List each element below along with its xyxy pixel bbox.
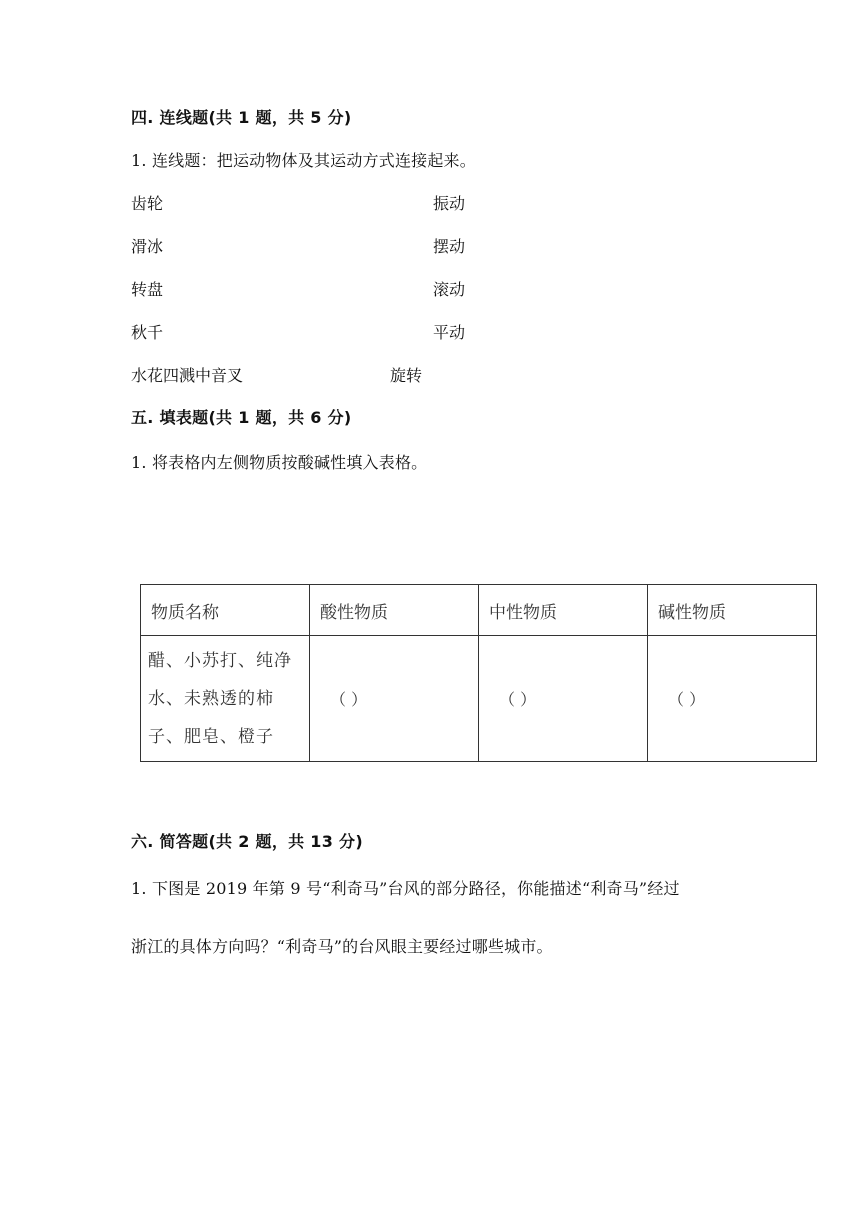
section-6-question-line2: 浙江的具体方向吗？“利奇马”的台风眼主要经过哪些城市。 (131, 937, 553, 956)
acid-base-table (140, 584, 817, 762)
match-left-item: 滑冰 (131, 237, 164, 256)
match-left-item: 水花四溅中音叉 (131, 366, 244, 385)
header-neutral: 中性物质 (489, 602, 557, 623)
section-5-question: 1. 将表格内左侧物质按酸碱性填入表格。 (131, 453, 428, 472)
table-header-row (141, 585, 817, 636)
substances-line: 子、肥皂、橙子 (148, 726, 274, 747)
header-substance-name: 物质名称 (151, 602, 219, 623)
match-right-item: 旋转 (390, 366, 423, 385)
section-4-question: 1. 连线题：把运动物体及其运动方式连接起来。 (131, 151, 476, 170)
section-4-title: 四. 连线题(共 1 题，共 5 分) (131, 108, 352, 127)
section-5-title: 五. 填表题(共 1 题，共 6 分) (131, 408, 352, 427)
table-header-cell (479, 585, 648, 636)
header-alkaline: 碱性物质 (658, 602, 726, 623)
answer-blank[interactable]: （ ） (330, 690, 368, 709)
answer-blank[interactable]: （ ） (668, 690, 706, 709)
match-right-item: 滚动 (433, 280, 466, 299)
substances-list (141, 642, 306, 756)
acidic-answer-cell[interactable] (310, 636, 479, 762)
match-left-item: 秋千 (131, 323, 164, 342)
table-header-cell (648, 585, 817, 636)
answer-blank[interactable]: （ ） (499, 690, 537, 709)
table-row (141, 636, 817, 762)
match-right-item: 平动 (433, 323, 466, 342)
match-left-item: 齿轮 (131, 194, 164, 213)
neutral-answer-cell[interactable] (479, 636, 648, 762)
substances-line: 醋、小苏打、纯净 (148, 650, 292, 671)
substances-line: 水、未熟透的柿 (148, 688, 274, 709)
header-acidic: 酸性物质 (320, 602, 388, 623)
section-6-question-line1: 1. 下图是 2019 年第 9 号“利奇马”台风的部分路径，你能描述“利奇马”经过 (131, 879, 680, 898)
match-left-item: 转盘 (131, 280, 164, 299)
match-right-item: 振动 (433, 194, 466, 213)
match-right-item: 摆动 (433, 237, 466, 256)
table-header-cell (310, 585, 479, 636)
substances-cell (141, 636, 310, 762)
alkaline-answer-cell[interactable] (648, 636, 817, 762)
section-6-title: 六. 简答题(共 2 题，共 13 分) (131, 832, 363, 851)
table-header-cell (141, 585, 310, 636)
